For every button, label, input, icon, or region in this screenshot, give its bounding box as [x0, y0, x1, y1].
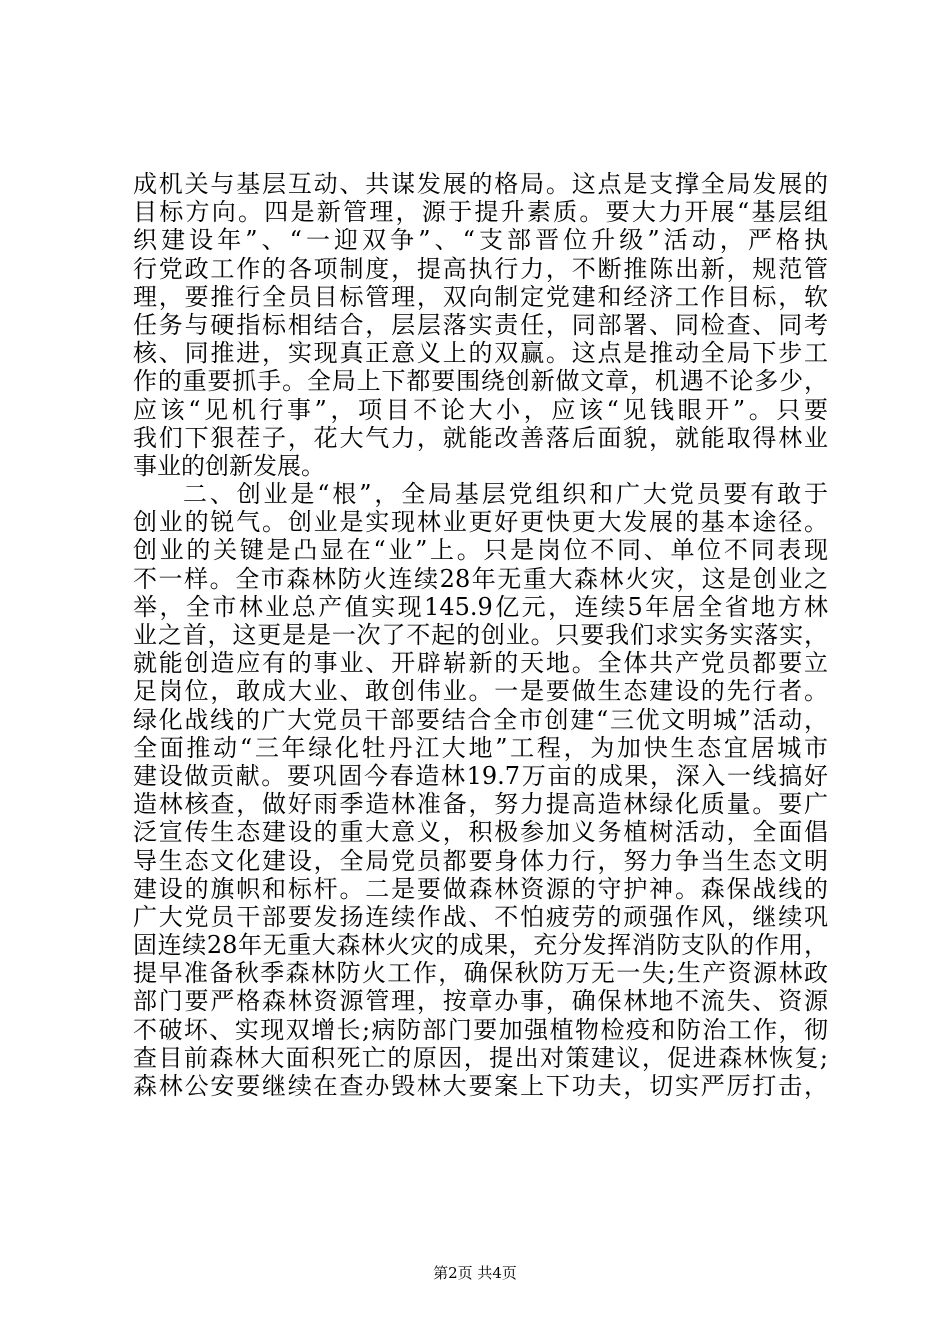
text-line: 作的重要抓手。全局上下都要围绕创新做文章，机遇不论多少，: [133, 367, 828, 396]
text-line: 事业的创新发展。: [133, 451, 325, 480]
text-line: 不一样。全市森林防火连续28年无重大森林火灾，这是创业之: [133, 564, 828, 593]
text-line: 固连续28年无重大森林火灾的成果，充分发挥消防支队的作用，: [133, 931, 828, 960]
text-line: 广大党员干部要发扬连续作战、不怕疲劳的顽强作风，继续巩: [133, 902, 828, 931]
text-line: 绿化战线的广大党员干部要结合全市创建“三优文明城”活动，: [133, 705, 828, 734]
text-line: 目标方向。四是新管理，源于提升素质。要大力开展“基层组: [133, 198, 828, 227]
text-line: 不破坏、实现双增长;病防部门要加强植物检疫和防治工作，彻: [133, 1015, 828, 1044]
text-line: 织建设年”、“一迎双争”、“支部晋位升级”活动，严格执: [133, 226, 828, 255]
text-line: 业之首，这更是是一次了不起的创业。只要我们求实务实落实，: [133, 621, 828, 649]
text-line: 任务与硬指标相结合，层层落实责任，同部署、同检查、同考: [133, 310, 828, 339]
text-line: 建设的旗帜和标杆。二是要做森林资源的守护神。森保战线的: [133, 874, 828, 903]
text-line: 核、同推进，实现真正意义上的双赢。这点是推动全局下步工: [133, 339, 828, 368]
text-line: 应该“见机行事”，项目不论大小，应该“见钱眼开”。只要: [133, 395, 828, 424]
text-line: 就能创造应有的事业、开辟崭新的天地。全体共产党员都要立: [133, 649, 828, 678]
text-line: 造林核查，做好雨季造林准备，努力提高造林绿化质量。要广: [133, 790, 828, 819]
text-line: 提早准备秋季森林防火工作，确保秋防万无一失;生产资源林政: [133, 959, 828, 988]
text-line: 导生态文化建设，全局党员都要身体力行，努力争当生态文明: [133, 846, 828, 875]
text-line: 建设做贡献。要巩固今春造林19.7万亩的成果，深入一线搞好: [133, 761, 828, 790]
text-line: 行党政工作的各项制度，提高执行力，不断推陈出新，规范管: [133, 254, 828, 283]
text-line: 创业的锐气。创业是实现林业更好更快更大发展的基本途径。: [133, 508, 828, 537]
text-line: 查目前森林大面积死亡的原因，提出对策建议，促进森林恢复;: [133, 1043, 828, 1072]
text-line: 创业的关键是凸显在“业”上。只是岗位不同、单位不同表现: [133, 536, 828, 565]
text-line: 我们下狠茬子，花大气力，就能改善落后面貌，就能取得林业: [133, 423, 828, 452]
text-line: 泛宣传生态建设的重大意义，积极参加义务植树活动，全面倡: [133, 818, 828, 847]
page-footer: 第2页 共4页: [433, 1264, 517, 1282]
text-line: 部门要严格森林资源管理，按章办事，确保林地不流失、资源: [133, 987, 828, 1016]
text-line: 二、创业是“根”，全局基层党组织和广大党员要有敢于: [183, 480, 828, 509]
text-line: 全面推动“三年绿化牡丹江大地”工程，为加快生态宜居城市: [133, 733, 828, 762]
text-line: 成机关与基层互动、共谋发展的格局。这点是支撑全局发展的: [133, 170, 828, 198]
text-line: 森林公安要继续在查办毁林大要案上下功夫，切实严厉打击，: [133, 1072, 828, 1100]
text-line: 举，全市林业总产值实现145.9亿元，连续5年居全省地方林: [133, 592, 828, 621]
document-body: [133, 170, 828, 1100]
text-line: 理，要推行全员目标管理，双向制定党建和经济工作目标，软: [133, 282, 828, 311]
text-line: 足岗位，敢成大业、敢创伟业。一是要做生态建设的先行者。: [133, 677, 828, 706]
